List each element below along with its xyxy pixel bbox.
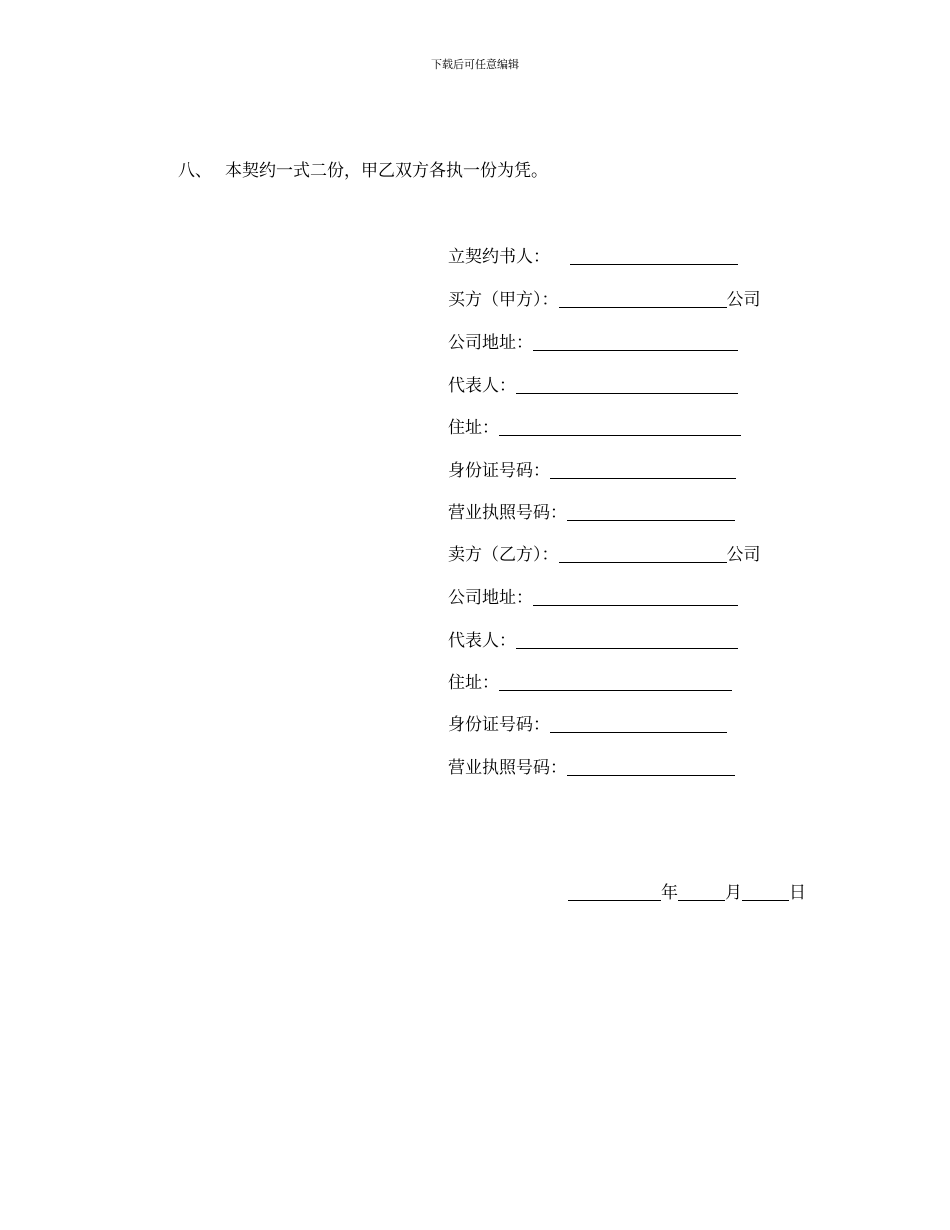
buyer-company-blank[interactable]	[559, 290, 727, 308]
month-label: 月	[725, 883, 742, 903]
seller-row	[448, 540, 761, 565]
buyer-label: 买方（甲方）：	[448, 290, 559, 310]
month-blank[interactable]	[678, 883, 725, 901]
buyer-license-row	[448, 498, 735, 523]
seller-company-suffix: 公司	[726, 545, 761, 565]
seller-label: 卖方（乙方）：	[448, 545, 559, 565]
seller-rep-row	[448, 626, 738, 651]
seller-license-row	[448, 753, 735, 778]
buyer-rep-row	[448, 371, 738, 396]
buyer-company-suffix: 公司	[726, 290, 761, 310]
buyer-residence-label: 住址：	[448, 418, 499, 438]
seller-residence-row	[448, 668, 732, 693]
buyer-id-row	[448, 456, 736, 481]
seller-id-row	[448, 710, 727, 735]
buyer-row	[448, 285, 761, 310]
seller-rep-label: 代表人：	[448, 631, 516, 651]
seller-id-label: 身份证号码：	[448, 715, 550, 735]
buyer-address-blank[interactable]	[533, 333, 738, 351]
seller-license-blank[interactable]	[567, 758, 735, 776]
seller-id-blank[interactable]	[550, 715, 727, 733]
seller-address-label: 公司地址：	[448, 588, 533, 608]
buyer-license-label: 营业执照号码：	[448, 503, 567, 523]
buyer-rep-blank[interactable]	[516, 376, 738, 394]
buyer-id-blank[interactable]	[550, 461, 736, 479]
buyer-residence-row	[448, 413, 741, 438]
clause-number: 八、	[178, 161, 212, 181]
seller-address-row	[448, 583, 738, 608]
buyer-rep-label: 代表人：	[448, 376, 516, 396]
buyer-license-blank[interactable]	[567, 503, 735, 521]
year-label: 年	[661, 883, 678, 903]
seller-address-blank[interactable]	[533, 588, 738, 606]
seller-license-label: 营业执照号码：	[448, 758, 567, 778]
signatory-row	[448, 242, 738, 267]
clause-text: 本契约一式二份，甲乙双方各执一份为凭。	[225, 161, 548, 181]
seller-residence-blank[interactable]	[499, 673, 732, 691]
day-blank[interactable]	[742, 883, 789, 901]
buyer-address-row	[448, 328, 738, 353]
day-label: 日	[789, 883, 806, 903]
seller-residence-label: 住址：	[448, 673, 499, 693]
seller-company-blank[interactable]	[559, 545, 727, 563]
date-line	[568, 878, 806, 903]
signatory-label: 立契约书人：	[448, 247, 550, 267]
signatory-blank[interactable]	[570, 247, 738, 265]
buyer-residence-blank[interactable]	[499, 418, 741, 436]
clause-eight	[178, 156, 548, 181]
seller-rep-blank[interactable]	[516, 631, 738, 649]
header-note: 下载后可任意编辑	[431, 58, 519, 71]
year-blank[interactable]	[568, 883, 661, 901]
buyer-address-label: 公司地址：	[448, 333, 533, 353]
buyer-id-label: 身份证号码：	[448, 461, 550, 481]
